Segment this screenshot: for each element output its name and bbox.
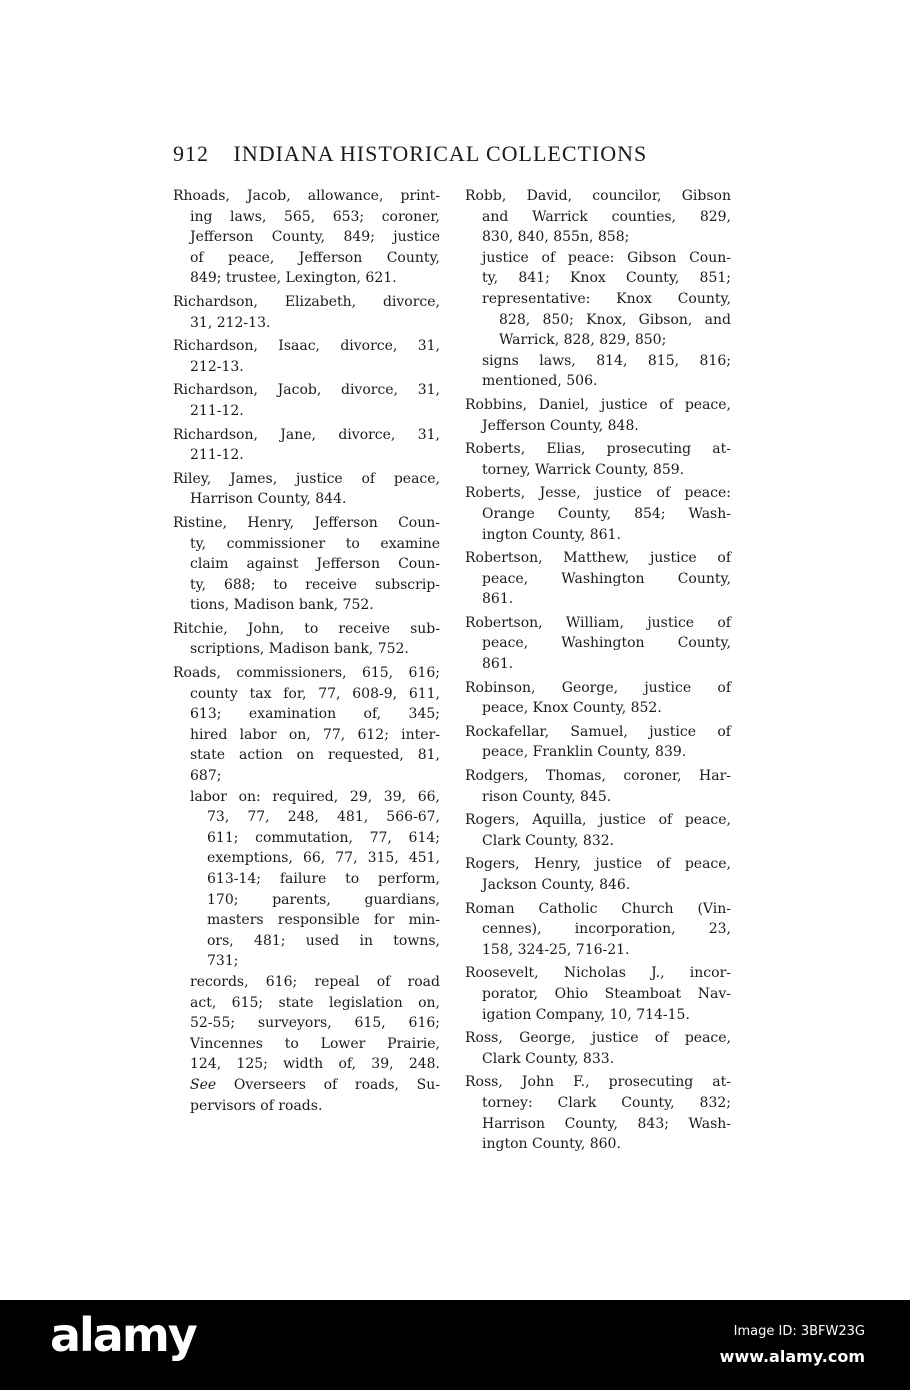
index-line: 613-14; failure to perform, — [207, 871, 440, 887]
index-entry — [465, 483, 731, 545]
index-line: justice of peace: Gibson Coun- — [482, 249, 731, 266]
index-line: igation Company, 10, 714-15. — [482, 1006, 690, 1023]
index-line: Richardson, Jacob, divorce, 31, — [173, 382, 440, 399]
index-line: county tax for, 77, 608-9, 611, — [190, 685, 440, 702]
index-line: 828, 850; Knox, Gibson, and — [499, 311, 731, 328]
index-line: 212-13. — [190, 358, 244, 375]
index-line: ors, 481; used in towns, — [207, 932, 440, 949]
index-line: rison County, 845. — [482, 788, 612, 805]
index-line: Robinson, George, justice of — [465, 679, 731, 696]
index-line: Riley, James, justice of peace, — [173, 470, 440, 487]
index-line: Orange County, 854; Wash- — [482, 505, 731, 522]
index-line: labor on: required, 29, 39, 66, — [190, 788, 440, 805]
index-line: Robbins, Daniel, justice of peace, — [465, 396, 731, 413]
page-number: 912 — [173, 141, 209, 166]
index-line: 211-12. — [190, 447, 244, 464]
index-line: 170; parents, guardians, — [207, 891, 440, 908]
index-line: Robb, David, councilor, Gibson — [465, 188, 731, 204]
watermark-url: www.alamy.com — [719, 1347, 865, 1366]
index-line: 849; trustee, Lexington, 621. — [190, 270, 397, 287]
cross-reference-see: See — [190, 1076, 217, 1093]
index-line: ty, 688; to receive subscrip- — [190, 576, 440, 593]
index-line: torney, Warrick County, 859. — [482, 461, 685, 478]
index-line: Ritchie, John, to receive sub- — [173, 620, 440, 637]
index-line: Ross, George, justice of peace, — [465, 1030, 731, 1047]
index-line: torney: Clark County, 832; — [482, 1094, 731, 1111]
index-line: 52-55; surveyors, 615, 616; — [190, 1015, 440, 1032]
index-line: Harrison County, 843; Wash- — [482, 1115, 731, 1132]
index-line: masters responsible for min- — [207, 912, 440, 929]
index-line: Ristine, Henry, Jefferson Coun- — [173, 514, 440, 531]
index-line: 611; commutation, 77, 614; — [207, 829, 440, 846]
index-entry — [173, 663, 440, 1116]
index-entry — [465, 1028, 731, 1069]
index-line: 124, 125; width of, 39, 248. — [190, 1056, 440, 1073]
index-line: cennes), incorporation, 23, — [482, 921, 731, 938]
index-entry — [465, 439, 731, 480]
index-line: Jackson County, 846. — [482, 877, 631, 893]
index-line: ty, 841; Knox County, 851; — [482, 270, 731, 287]
index-entry — [173, 336, 440, 377]
index-line: of peace, Jefferson County, — [190, 249, 440, 266]
index-line: Rockafellar, Samuel, justice of — [465, 723, 731, 740]
index-line: Jefferson County, 848. — [482, 417, 639, 434]
index-line: Richardson, Elizabeth, divorce, — [173, 293, 440, 310]
index-line: ington County, 861. — [482, 526, 621, 543]
index-line: 861. — [482, 591, 514, 608]
index-line: Roads, commissioners, 615, 616; — [173, 665, 440, 682]
index-line: ington County, 860. — [482, 1136, 621, 1153]
index-line: hired labor on, 77, 612; inter- — [190, 726, 440, 743]
index-line: Rodgers, Thomas, coroner, Har- — [465, 768, 731, 785]
index-line: Rogers, Henry, justice of peace, — [465, 856, 731, 873]
index-line: Roman Catholic Church (Vin- — [465, 900, 731, 917]
index-entry — [465, 1072, 731, 1154]
index-entry — [465, 963, 731, 1025]
index-entry — [465, 548, 731, 610]
index-line: state action on requested, 81, — [190, 747, 440, 764]
index-line: Rogers, Aquilla, justice of peace, — [465, 812, 731, 829]
index-line: 731; — [207, 953, 239, 970]
index-entry — [465, 613, 731, 675]
index-line: exemptions, 66, 77, 315, 451, — [207, 850, 440, 867]
index-line: Roberts, Elias, prosecuting at- — [465, 441, 731, 458]
index-entry — [173, 292, 440, 333]
index-line: pervisors of roads. — [190, 1097, 323, 1114]
index-line: 73, 77, 248, 481, 566-67, — [207, 809, 440, 826]
index-line: 158, 324-25, 716-21. — [482, 941, 630, 958]
index-line: mentioned, 506. — [482, 373, 598, 390]
index-entry — [465, 186, 731, 392]
index-line: Richardson, Jane, divorce, 31, — [173, 426, 440, 443]
index-column-left — [173, 186, 440, 1119]
image-id: Image ID: 3BFW23G — [733, 1324, 865, 1339]
index-line: ing laws, 565, 653; coroner, — [190, 208, 440, 225]
index-entry — [465, 810, 731, 851]
index-line: Warrick, 828, 829, 850; — [499, 332, 667, 349]
index-line: Jefferson County, 849; justice — [190, 229, 440, 246]
index-line: signs laws, 814, 815, 816; — [482, 352, 731, 369]
cross-reference-text: Overseers of roads, Su- — [216, 1076, 440, 1093]
index-line: representative: Knox County, — [482, 290, 731, 307]
index-entry — [465, 722, 731, 763]
index-entry — [465, 899, 731, 961]
index-entry — [465, 678, 731, 719]
index-entry — [465, 854, 731, 895]
index-line: peace, Washington County, — [482, 635, 731, 652]
index-entry — [173, 619, 440, 660]
index-line: records, 616; repeal of road — [190, 973, 440, 990]
index-entry — [173, 513, 440, 616]
watermark-bar — [0, 1300, 910, 1390]
index-line: 861. — [482, 656, 514, 673]
index-line: ty, commissioner to examine — [190, 535, 440, 552]
index-line: 613; examination of, 345; — [190, 706, 440, 723]
index-line: Ross, John F., prosecuting at- — [465, 1074, 731, 1091]
running-title: INDIANA HISTORICAL COLLECTIONS — [233, 141, 648, 166]
index-line: Richardson, Isaac, divorce, 31, — [173, 338, 440, 355]
running-header — [173, 141, 647, 167]
index-entry — [173, 186, 440, 289]
index-entry — [465, 766, 731, 807]
index-line: peace, Washington County, — [482, 570, 731, 587]
index-line: Robertson, Matthew, justice of — [465, 550, 731, 567]
index-line: peace, Franklin County, 839. — [482, 744, 687, 761]
index-line: tions, Madison bank, 752. — [190, 597, 374, 614]
index-line — [173, 1075, 440, 1096]
index-line: Vincennes to Lower Prairie, — [190, 1035, 440, 1052]
index-line: Clark County, 832. — [482, 832, 615, 849]
index-line: Harrison County, 844. — [190, 491, 347, 508]
index-line: scriptions, Madison bank, 752. — [190, 641, 409, 658]
index-entry — [173, 380, 440, 421]
index-line: 211-12. — [190, 402, 244, 419]
index-entry — [465, 395, 731, 436]
index-line: 687; — [190, 768, 222, 785]
index-line: peace, Knox County, 852. — [482, 700, 662, 717]
index-entry — [173, 425, 440, 466]
index-line: Rhoads, Jacob, allowance, print- — [173, 188, 440, 204]
index-line: Roberts, Jesse, justice of peace: — [465, 485, 731, 502]
alamy-logo: alamy — [50, 1308, 196, 1362]
index-line: claim against Jefferson Coun- — [190, 556, 440, 573]
index-line: and Warrick counties, 829, — [482, 208, 731, 225]
index-entry — [173, 469, 440, 510]
index-line: Roosevelt, Nicholas J., incor- — [465, 965, 731, 982]
index-line: act, 615; state legislation on, — [190, 994, 440, 1011]
index-line: 830, 840, 855n, 858; — [482, 229, 630, 246]
index-line: Clark County, 833. — [482, 1050, 615, 1067]
index-line: Robertson, William, justice of — [465, 614, 731, 631]
index-column-right — [465, 186, 731, 1158]
index-line: 31, 212-13. — [190, 314, 271, 331]
index-line: porator, Ohio Steamboat Nav- — [482, 985, 731, 1002]
